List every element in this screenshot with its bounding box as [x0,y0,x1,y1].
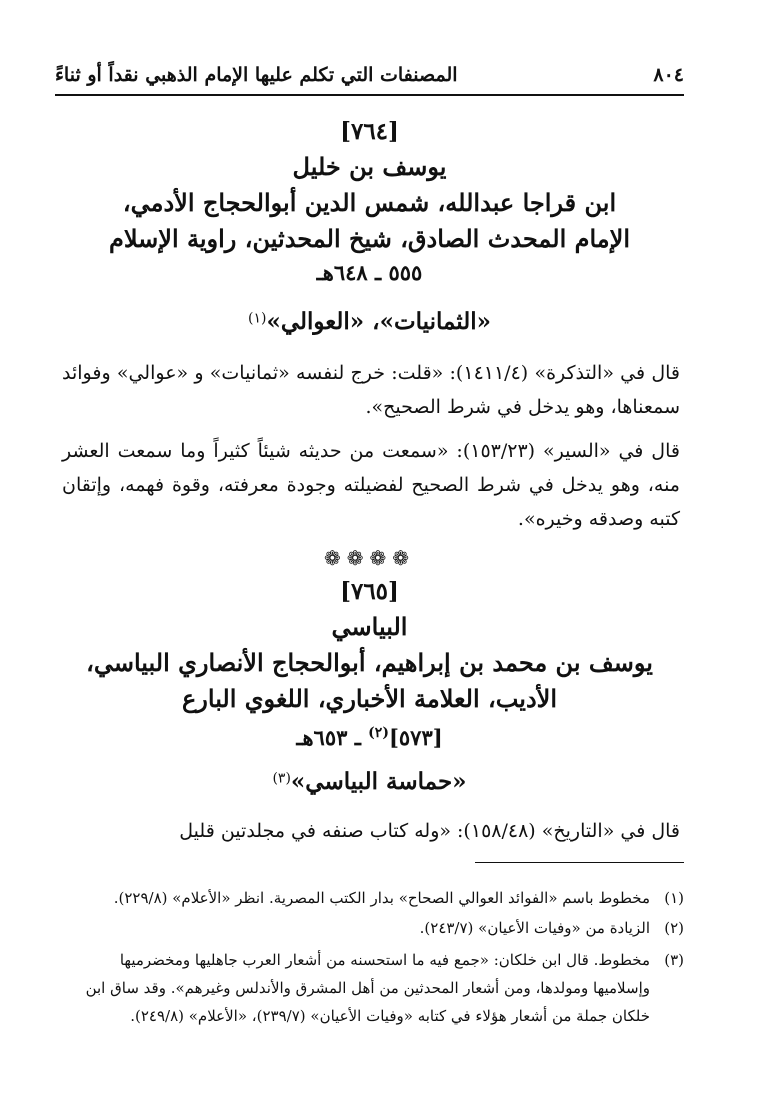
entry-number: [٧٦٥] [340,578,399,605]
entry-lineage: ابن قراجا عبدالله، شمس الدين أبوالحجاج الأدمي، [122,188,617,217]
entry-number: [٧٦٤] [340,118,399,145]
footnote-number: (٣) [664,951,684,969]
entry-name: يوسف بن محمد بن إبراهيم، أبوالحجاج الأنصاري البياسي، [86,648,653,677]
footnote-number: (١) [664,889,684,907]
entry-dates [55,717,684,754]
entry-nisba: البياسي [331,612,408,641]
footnote-text: الزيادة من «وفيات الأعيان» (٢٤٣/٧). [419,919,650,937]
footnote [64,914,684,942]
entry-dates: ٥٥٥ ـ ٦٤٨هـ [316,260,423,285]
works-heading [55,768,684,795]
footnote-text: مخطوط باسم «الفوائد العوالي الصحاح» بدار الكتب المصرية. انظر «الأعلام» (٢٢٩/٨). [113,889,650,907]
works-title: «الثمانيات»، «العوالي» [266,308,491,335]
entry-764-heading [55,118,684,289]
section-separator: ❁❁❁❁ [323,546,416,570]
paragraph: قال في «التاريخ» (١٥٨/٤٨): «وله كتاب صنفه في مجلدتين قليل [179,820,680,842]
footnote-ref: (٢) [368,725,389,741]
footnote-ref: (١) [248,310,267,327]
running-title: المصنفات التي تكلم عليها الإمام الذهبي نقداً أو ثناءً [55,64,458,86]
entry-name: يوسف بن خليل [292,152,447,181]
entry-titles: الإمام المحدث الصادق، شيخ المحدثين، راوية الإسلام [109,224,630,253]
date-birth: [٥٧٣] [388,725,443,750]
date-death: ـ ٦٥٣هـ [296,725,369,750]
footnote [64,946,684,1030]
works-title: «حماسة البياسي» [290,768,467,795]
paragraph: قال في «السير» (١٥٣/٢٣): «سمعت من حديثه شيئاً كثيراً وما سمعت العشر منه، وهو يدخل في شرط الصحيح لفضيلته وجودة معرفته، وقوة فهمه، وإتقان كتبه وصدقه وخيره». [62,440,680,530]
page-number: ٨٠٤ [653,64,684,86]
paragraph: قال في «التذكرة» (١٤١١/٤): «قلت: خرج لنفسه «ثمانيات» و «عوالي» وفوائد سمعناها، وهو يدخل في شرط الصحيح». [62,362,681,418]
footnote-divider [475,862,684,863]
works-heading [55,308,684,335]
entry-765-heading [55,578,684,754]
entry-titles: الأديب، العلامة الأخباري، اللغوي البارع [181,684,558,713]
footnote-text: مخطوط. قال ابن خلكان: «جمع فيه ما استحسنه من أشعار العرب جاهليها ومخضرميها وإسلاميها ومولدها، ومن أشعار المحدثين من أهل المشرق والأندلس وغيرهم». وقد ساق ابن خلكان جملة من أشعار هؤلاء في كتابه «وفيات الأعيان» (٢٣٩/٧)، «الأعلام» (٢٤٩/٨). [85,951,650,1025]
page-header [55,58,684,96]
footnote-ref: (٣) [272,770,291,787]
footnote-number: (٢) [664,919,684,937]
footnote [64,884,684,912]
